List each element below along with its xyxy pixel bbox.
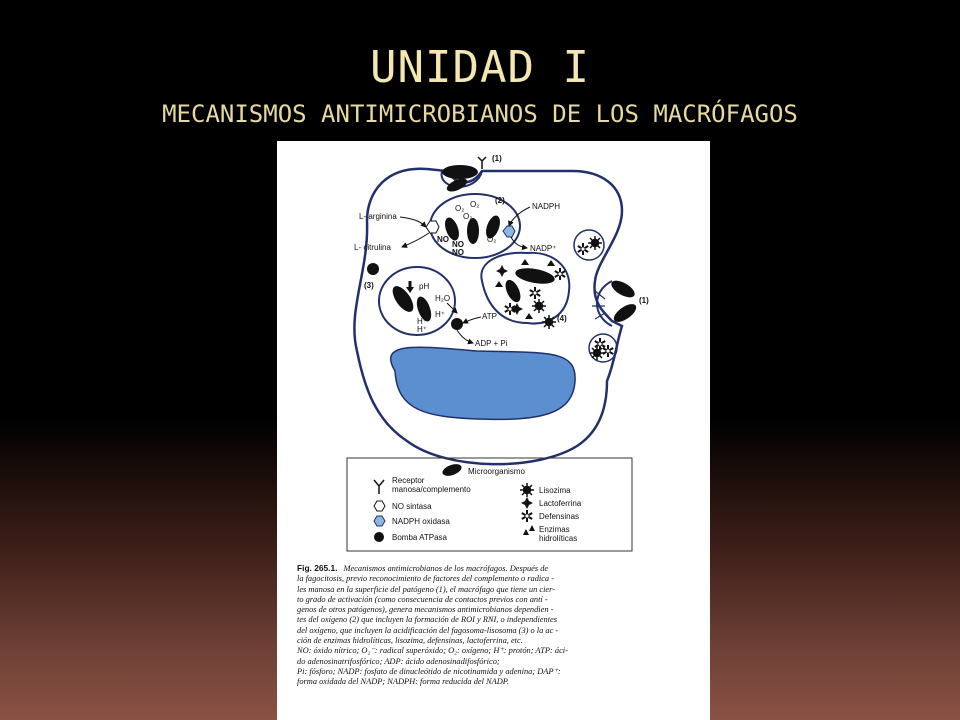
nadph-oxidasa-icon xyxy=(374,516,385,526)
legend-enzimas-2: hidrolíticas xyxy=(539,534,578,543)
receptor-icon-top xyxy=(478,157,486,169)
star-icon xyxy=(520,483,534,497)
legend-receptor-2: manosa/complemento xyxy=(392,485,471,494)
label-l-arginina: L- arginina xyxy=(359,212,397,221)
label-adp-pi: ADP + Pi xyxy=(475,339,508,348)
legend-nadph-oxidasa: NADPH oxidasa xyxy=(392,517,450,526)
receptor-icon xyxy=(374,480,384,494)
label-hplus-b: H⁺ xyxy=(417,325,427,334)
label-no-3: NO xyxy=(452,248,464,257)
label-1-right: (1) xyxy=(639,296,649,305)
hexagon-icon xyxy=(374,501,385,511)
bomba-dot xyxy=(367,263,379,275)
label-o2-3: O₂ xyxy=(463,212,473,221)
microorganism-right xyxy=(609,277,638,300)
label-nadp: NADP⁺ xyxy=(530,244,557,253)
label-o2-1: O₂ xyxy=(455,204,465,213)
label-no-1: NO xyxy=(437,235,449,244)
microorganism-top xyxy=(442,165,478,179)
legend-defensinas: Defensinas xyxy=(539,512,580,521)
label-l-citrulina: L- citrulina xyxy=(354,243,391,252)
legend-lactoferrina: Lactoferrina xyxy=(539,499,582,508)
snowflake-icon xyxy=(522,510,532,522)
legend-bomba: Bomba ATPasa xyxy=(392,533,447,542)
label-2: (2) xyxy=(495,196,505,205)
label-no-2: NO xyxy=(452,240,464,249)
legend-lisozima: Lisozima xyxy=(539,486,571,495)
no-sintasa-hexagon xyxy=(426,221,439,233)
legend-microorganismo: Microorganismo xyxy=(468,467,525,476)
label-4: (4) xyxy=(557,314,567,323)
label-atp: ATP xyxy=(482,312,497,321)
nadph-oxidasa-hexagon xyxy=(503,226,515,237)
slide-subtitle: MECANISMOS ANTIMICROBIANOS DE LOS MACRÓFAGOS xyxy=(162,100,798,128)
label-o2-4: O₂ xyxy=(487,235,497,244)
label-3: (3) xyxy=(364,281,374,290)
triangle-icon xyxy=(523,525,535,535)
figure-panel xyxy=(277,141,710,720)
bomba-icon xyxy=(374,532,384,542)
label-o2-2: O₂ xyxy=(470,200,480,209)
legend-receptor-1: Receptor xyxy=(392,476,425,485)
legend-no-sintasa: NO sintasa xyxy=(392,502,432,511)
nucleus xyxy=(391,347,575,419)
caption-text: Mecanismos antimicrobianos de los macrófagos. Después de la fagocitosis, previo reconocimiento de factores del complemento o radica - les manosa en la superficie del patógeno (1), el macrófago que tiene un cier- to grado de activación (como consecuencia de contactos previos con antí - genos de otros patógenos), genera mecanismos antimicrobianos dependien - tes del oxígeno (2) que incluyen la formación de ROI y RNI, o independientes del oxígeno, que incluyen la acidificación del fagosoma-lisosoma (3) o la ac - ción de enzimas hidrolíticas, lisozima, defensinas, lactoferrina, etc. NO: óxido nítrico; O₂⁻: radical superóxido; O₂: oxígeno; H⁺: protón; ATP: áci- do adenosinatrifosfórico; ADP: ácido adenosinadifosfórico; Pi: fósforo; NADP: fosfato de dinucleótido de nicotinamida y adenina; DAP⁺: forma oxidada del NADP; NADPH: forma reducida del NADP. xyxy=(297,564,568,687)
label-hplus-a: H⁺ xyxy=(417,317,427,326)
microorganism-icon xyxy=(441,462,463,478)
label-ph: pH xyxy=(419,282,430,291)
legend-enzimas-1: Enzimas xyxy=(539,525,570,534)
slide-title: UNIDAD I xyxy=(370,42,590,93)
label-h2o: H₂O xyxy=(435,294,451,303)
label-nadph: NADPH xyxy=(532,202,561,211)
cross-diamond-icon xyxy=(521,497,533,509)
caption-fig-number: Fig. 265.1. xyxy=(297,563,338,573)
label-hplus-mid: H⁺ xyxy=(435,310,445,319)
label-1-top: (1) xyxy=(492,154,502,163)
figure-caption xyxy=(297,563,707,688)
